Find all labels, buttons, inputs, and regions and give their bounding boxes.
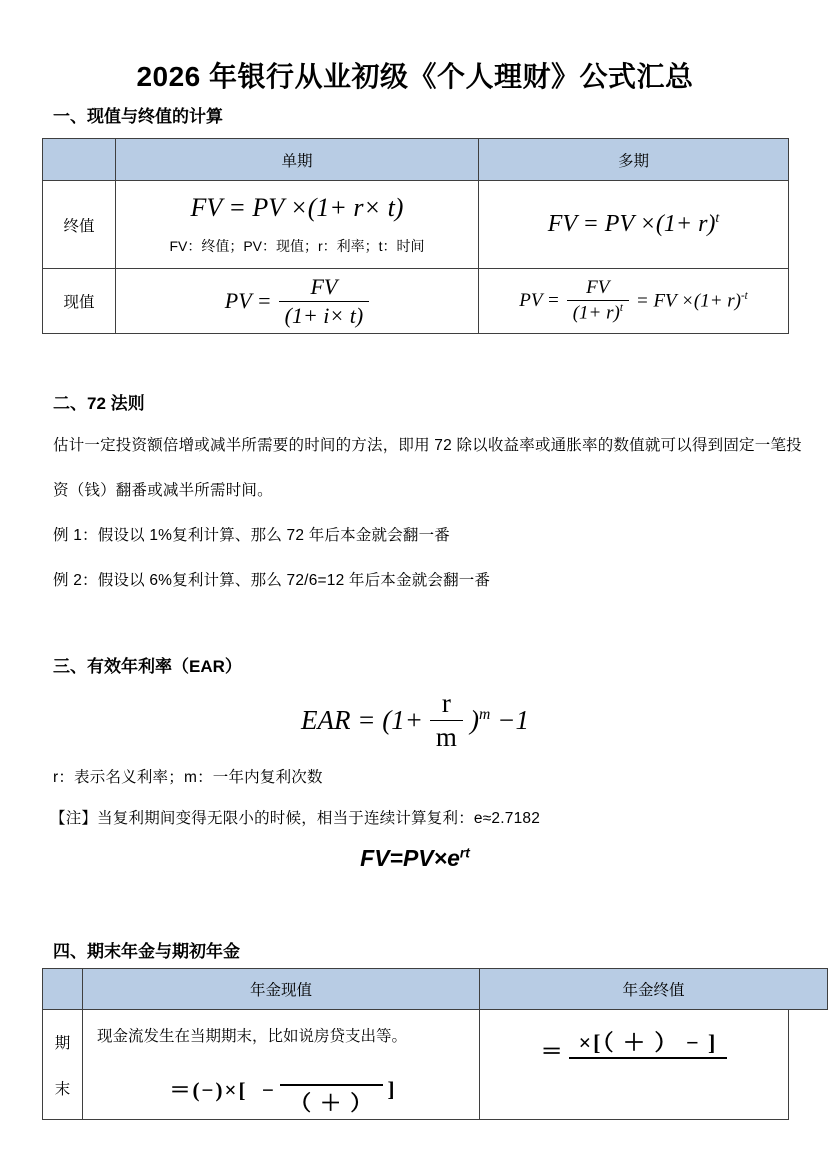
annuity-pv-post: ] — [387, 1076, 397, 1101]
pv-single-fraction — [279, 274, 370, 329]
fv-multi-base: FV = PV ×(1+ r) — [547, 211, 716, 237]
section1-heading: 一、现值与终值的计算 — [53, 107, 223, 126]
annuity-fv-cell — [480, 1010, 788, 1119]
annuity-pv-cell — [83, 1010, 480, 1119]
pv-multi-den-base: (1+ r) — [572, 302, 620, 324]
ear-close: ) — [469, 705, 479, 735]
ear-fraction — [430, 688, 463, 753]
annuity-fv-fraction — [569, 1026, 728, 1075]
ear-tail: −1 — [497, 705, 529, 735]
continuous-formula-exponent: rt — [459, 845, 470, 861]
annuity-fv-pre: ＝ — [540, 1039, 565, 1064]
ear-close-paren — [470, 705, 490, 736]
section3-heading: 三、有效年利率（EAR） — [53, 657, 242, 676]
fv-single-period-formula: FV = PV ×(1+ r× t) — [190, 193, 404, 222]
section4-heading: 四、期末年金与期初年金 — [53, 942, 240, 961]
pv-single-period-cell — [116, 269, 479, 334]
pv-multi-rhs — [636, 290, 748, 312]
annuity-pv-fraction — [280, 1080, 384, 1118]
fv-multi-exponent: t — [715, 211, 720, 226]
annuity-fv-formula — [541, 1026, 728, 1075]
document-title: 2026 年银行从业初级《个人理财》公式汇总 — [136, 61, 694, 92]
annuity-pv-description: 现金流发生在当期期末，比如说房贷支出等。 — [97, 1028, 408, 1045]
table1-row-label-pv: 现值 — [43, 269, 116, 334]
table2-row-label-ordinary — [43, 1010, 83, 1119]
ear-variables-note: r：表示名义利率；m：一年内复利次数 — [53, 769, 323, 786]
rule72-paragraph-line2: 资（钱）翻番或减半所需时间。 — [53, 482, 273, 499]
ear-formula — [301, 688, 529, 753]
annuity-fv-denominator — [569, 1059, 728, 1075]
fv-variables-note: FV：终值；PV：现值；r：利率；t：时间 — [169, 238, 425, 254]
rule72-example1: 例 1：假设以 1%复利计算、那么 72 年后本金就会翻一番 — [53, 527, 450, 544]
table1-corner-cell — [43, 139, 116, 181]
annuity-pv-denominator: （ ＋ ） — [289, 1091, 374, 1115]
annuity-fv-numerator: ×[（ ＋ ） − ] — [569, 1026, 728, 1059]
pv-multi-rhs-exponent: -t — [741, 289, 748, 302]
pv-multi-denominator — [567, 301, 629, 324]
table1-row-label-fv: 终值 — [43, 181, 116, 269]
ear-formula-block — [0, 688, 830, 753]
fv-single-period-cell — [116, 181, 479, 269]
annuity-pv-formula — [170, 1060, 397, 1118]
pv-multi-period-formula — [519, 277, 748, 324]
annuity-table-body — [42, 1010, 789, 1120]
table2-header-annuity-pv: 年金现值 — [83, 969, 480, 1009]
row-label-char2: 末 — [54, 1080, 71, 1098]
annuity-pv-pre: ＝(−)×[ − — [169, 1078, 276, 1102]
pv-multi-rhs-base: = FV ×(1+ r) — [635, 290, 742, 312]
fv-multi-period-cell — [479, 181, 789, 269]
section2-heading: 二、72 法则 — [53, 394, 145, 413]
annuity-table-header — [42, 968, 828, 1010]
pv-multi-numerator: FV — [567, 277, 629, 301]
ear-numerator: r — [430, 688, 463, 721]
ear-denominator: m — [435, 722, 457, 752]
annuity-pv-formula-wrap — [97, 1060, 469, 1118]
continuous-compounding-formula — [0, 845, 830, 872]
pv-single-period-formula — [225, 274, 369, 329]
pv-multi-lhs: PV = — [519, 289, 560, 311]
pv-single-lhs: PV = — [224, 288, 272, 313]
ear-lhs: EAR = (1+ — [301, 705, 423, 735]
rule72-example2: 例 2：假设以 6%复利计算、那么 72/6=12 年后本金就会翻一番 — [53, 572, 491, 589]
rule72-paragraph-line1: 估计一定投资额倍增或减半所需要的时间的方法，即用 72 除以收益率或通胀率的数值就可以得到固定一笔投 — [53, 437, 802, 454]
pv-multi-fraction — [567, 277, 629, 324]
ear-exponent: m — [478, 706, 491, 723]
pv-single-numerator: FV — [279, 274, 370, 302]
row-label-char1: 期 — [54, 1034, 71, 1052]
continuous-compounding-remark: 【注】当复利期间变得无限小的时候，相当于连续计算复利：e≈2.7182 — [50, 810, 541, 827]
table2-header-annuity-fv: 年金终值 — [480, 969, 827, 1009]
pv-single-denominator: (1+ i× t) — [284, 302, 364, 328]
pv-multi-period-cell — [479, 269, 789, 334]
table1-header-multi-period: 多期 — [479, 139, 789, 181]
table2-corner-cell — [43, 969, 83, 1009]
table1-header-single-period: 单期 — [116, 139, 479, 181]
fv-pv-table — [42, 138, 789, 334]
fv-multi-period-formula — [548, 211, 720, 238]
pv-multi-den-exponent: t — [619, 302, 623, 315]
continuous-formula-base: FV=PV×e — [360, 845, 460, 871]
